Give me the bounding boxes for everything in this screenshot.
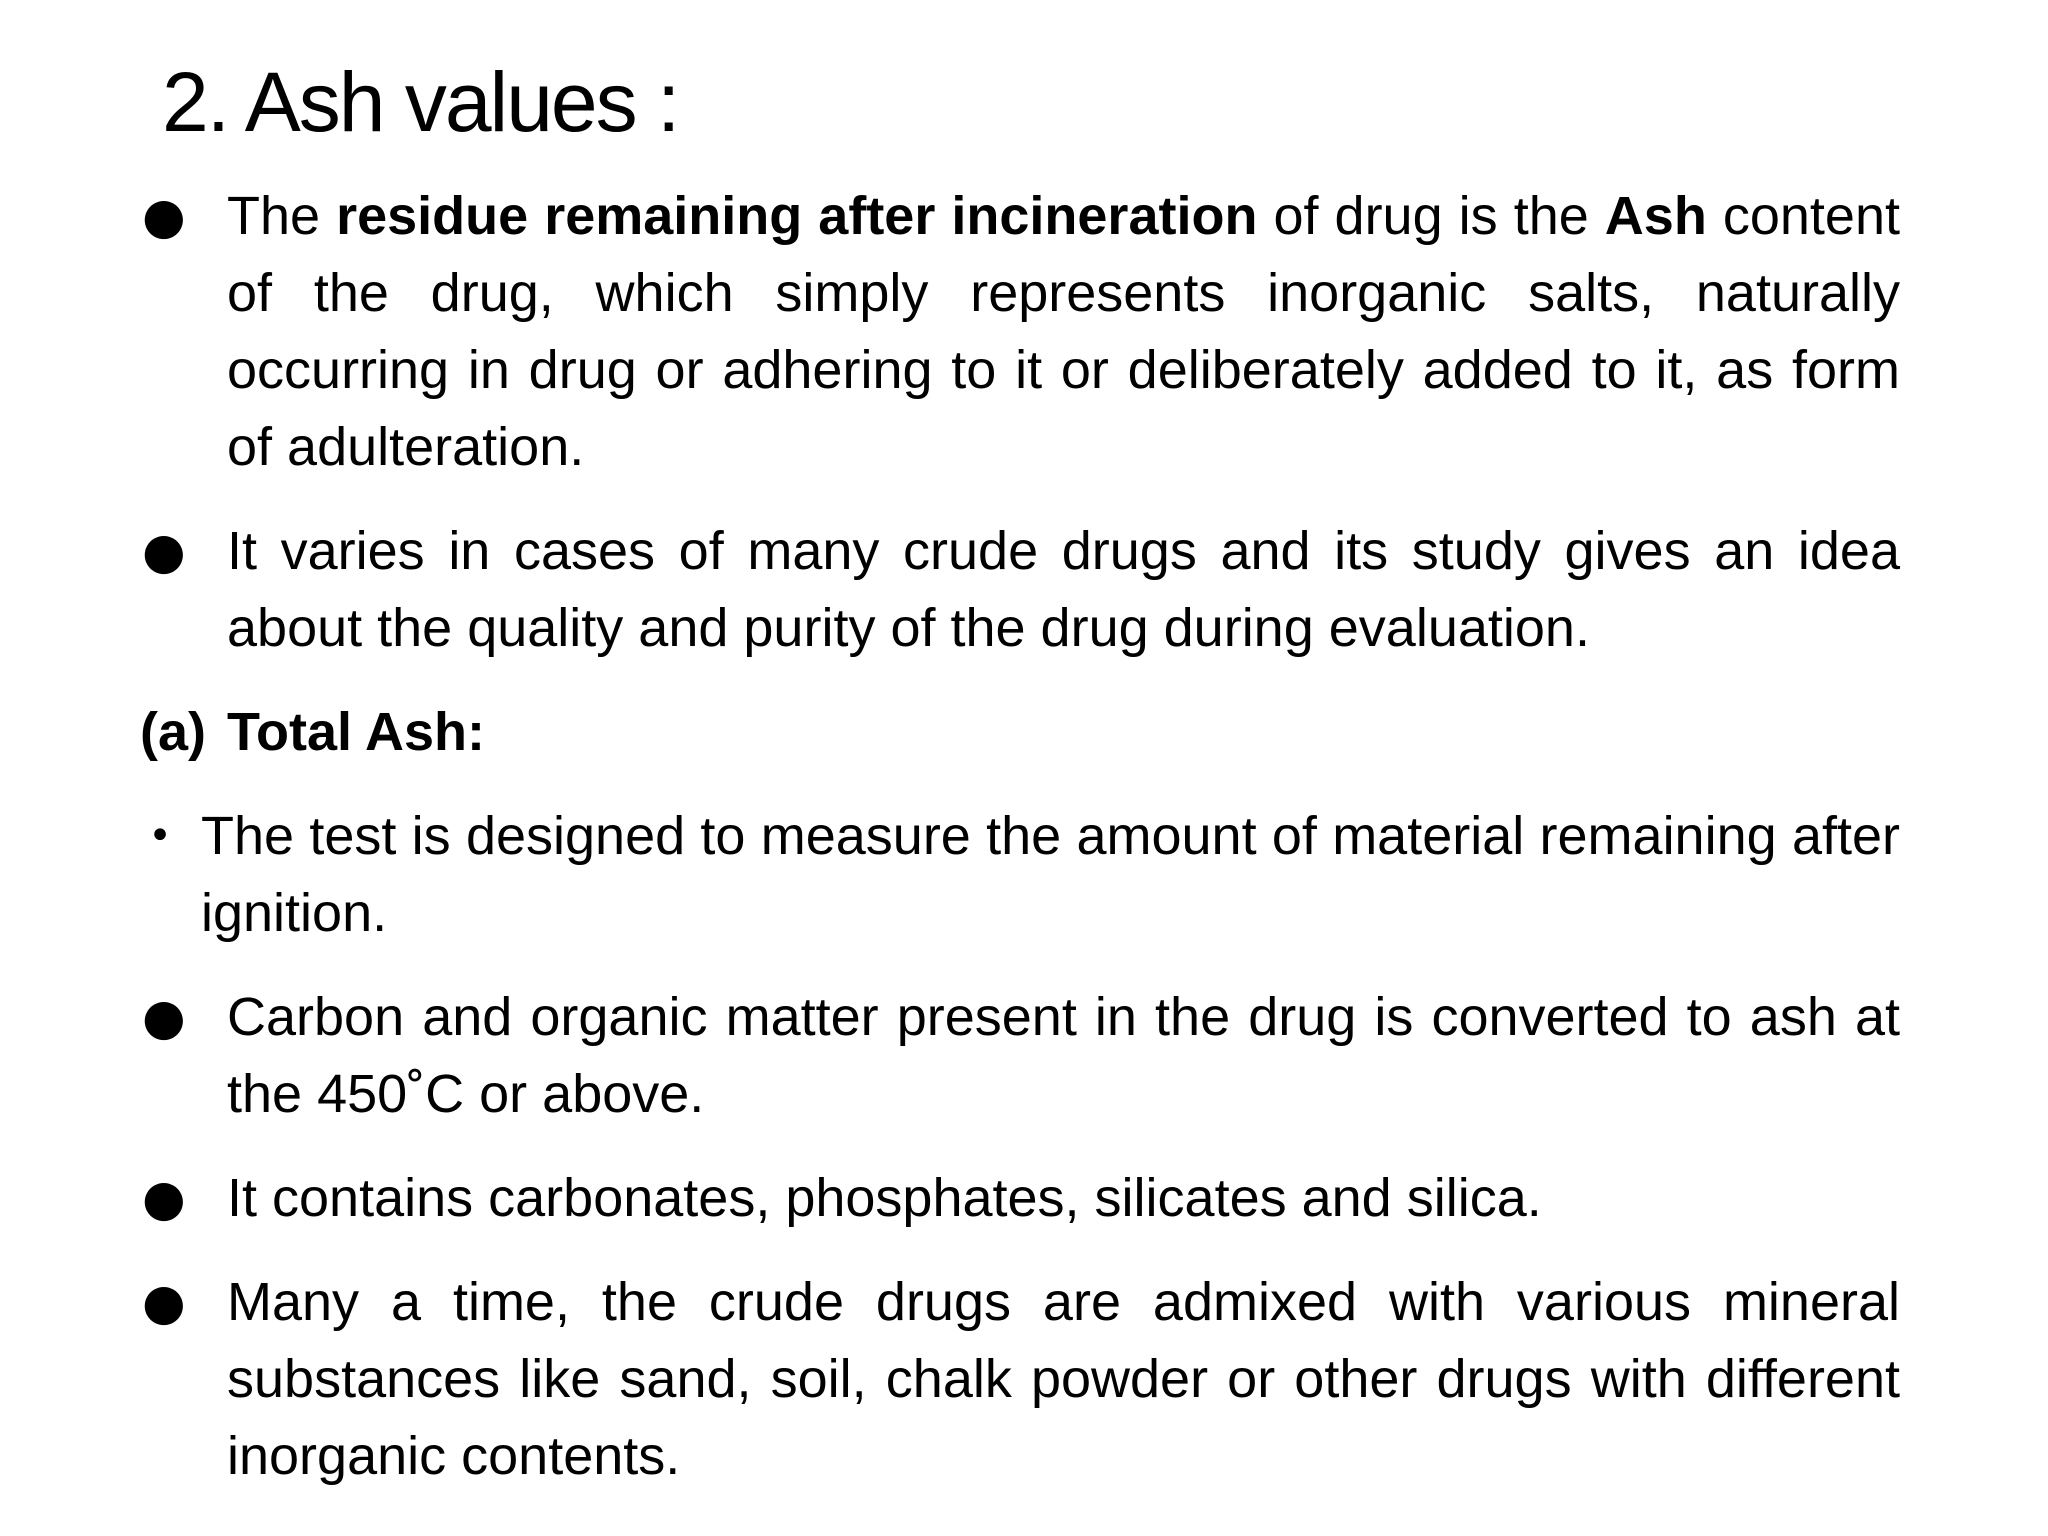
bullet-item bbox=[140, 1264, 1900, 1495]
subsection-title: Total Ash: bbox=[227, 702, 485, 762]
bullet-text: It contains carbonates, phosphates, silicates and silica. bbox=[227, 1168, 1542, 1228]
bullet-item bbox=[140, 1160, 1900, 1237]
subsection-marker: (a) bbox=[140, 702, 206, 762]
bullet-text: The residue remaining after incineration of drug is the Ash content of the drug, which simply represents inorganic salts, naturally occurring in drug or adhering to it or deliberately added to it, as form of adulteration. bbox=[227, 186, 1900, 477]
bullet-item bbox=[140, 513, 1900, 667]
bullet-item bbox=[140, 178, 1900, 486]
bullet-text: The test is designed to measure the amount of material remaining after ignition. bbox=[201, 806, 1900, 943]
bullet-marker: ● bbox=[142, 187, 186, 245]
bullet-marker: • bbox=[148, 813, 172, 859]
slide-content bbox=[140, 178, 1900, 1522]
bold-term: residue remaining after incineration bbox=[336, 186, 1258, 246]
bullet-text: Carbon and organic matter present in the drug is converted to ash at the 450˚C or above. bbox=[227, 987, 1900, 1124]
bold-term: Ash bbox=[1604, 186, 1707, 246]
subsection-heading bbox=[140, 694, 1900, 771]
bullet-item bbox=[140, 979, 1900, 1133]
bullet-marker: ● bbox=[142, 522, 186, 580]
bullet-item bbox=[140, 798, 1900, 952]
bullet-text: Many a time, the crude drugs are admixed with various mineral substances like sand, soil, chalk powder or other drugs with different inorganic contents. bbox=[227, 1272, 1900, 1486]
bullet-marker: ● bbox=[142, 988, 186, 1046]
bullet-marker: ● bbox=[142, 1273, 186, 1331]
slide-title: 2. Ash values : bbox=[162, 55, 679, 149]
bullet-text: It varies in cases of many crude drugs and its study gives an idea about the quality and purity of the drug during evaluation. bbox=[227, 521, 1900, 658]
bullet-marker: ● bbox=[142, 1169, 186, 1227]
